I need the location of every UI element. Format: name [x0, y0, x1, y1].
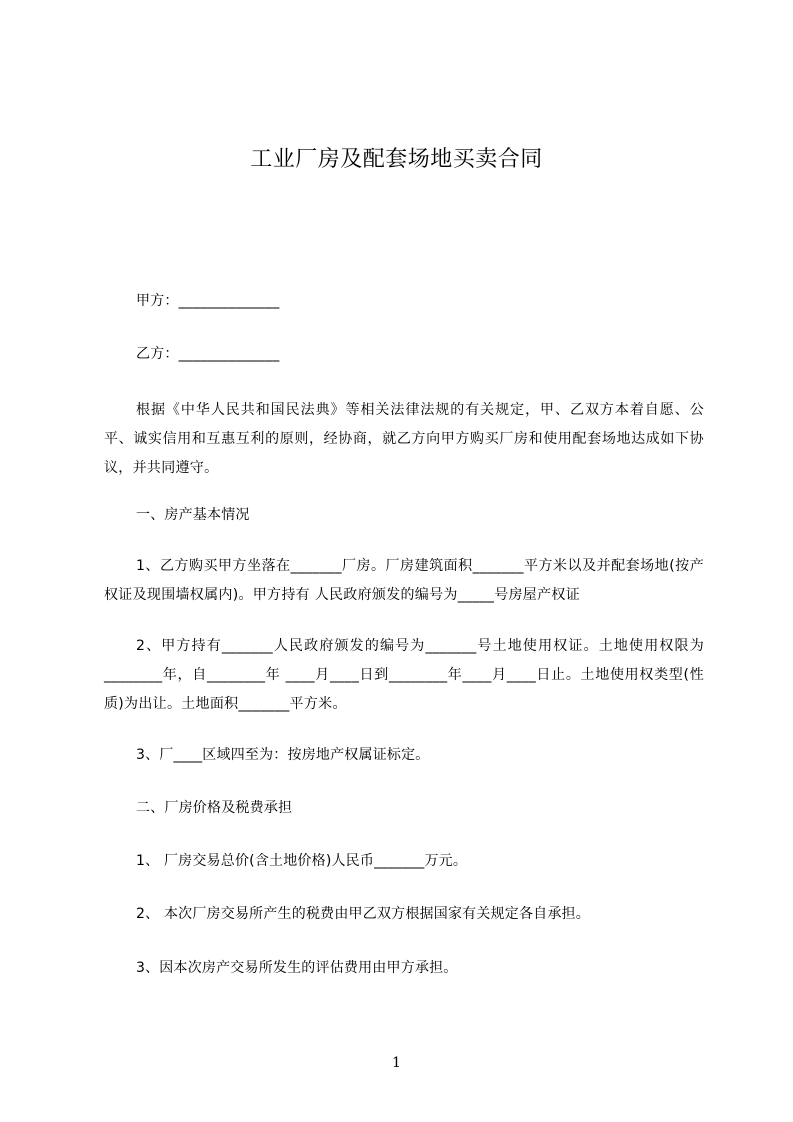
section-2-item-1: 1、 厂房交易总价(含土地价格)人民币_______万元。 [136, 853, 468, 869]
section-2-item-3: 3、因本次房产交易所发生的评估费用由甲方承担。 [136, 960, 458, 976]
section-1-item-2: 2、甲方持有_______人民政府颁发的编号为_______号土地使用权证。土地使用权限为________年，自________年 ____月____日到________年____月____日止。土地使用权类型(性质)为出让。土地面积_______平方米。 [104, 638, 704, 712]
section-1-heading: 一、房产基本情况 [136, 507, 250, 523]
document-title: 工业厂房及配套场地买卖合同 [250, 147, 543, 172]
section-1-item-3: 3、厂____区域四至为：按房地产权属证标定。 [136, 747, 430, 763]
section-2-heading: 二、厂房价格及税费承担 [136, 800, 293, 816]
party-b-line: 乙方：______________ [136, 346, 280, 362]
party-a-line: 甲方：______________ [136, 293, 280, 309]
page-number: 1 [392, 1055, 401, 1071]
intro-paragraph: 根据《中华人民共和国民法典》等相关法律法规的有关规定，甲、乙双方本着自愿、公平、诚实信用和互惠互利的原则，经协商，就乙方向甲方购买厂房和使用配套场地达成如下协议，并共同遵守。 [104, 402, 704, 476]
section-1-item-1: 1、乙方购买甲方坐落在_______厂房。厂房建筑面积_______平方米以及并配套场地(按产权证及现围墙权属内)。甲方持有 人民政府颁发的编号为_____号房屋产权证 [104, 558, 704, 603]
section-2-item-2: 2、 本次厂房交易所产生的税费由甲乙双方根据国家有关规定各自承担。 [136, 906, 590, 922]
